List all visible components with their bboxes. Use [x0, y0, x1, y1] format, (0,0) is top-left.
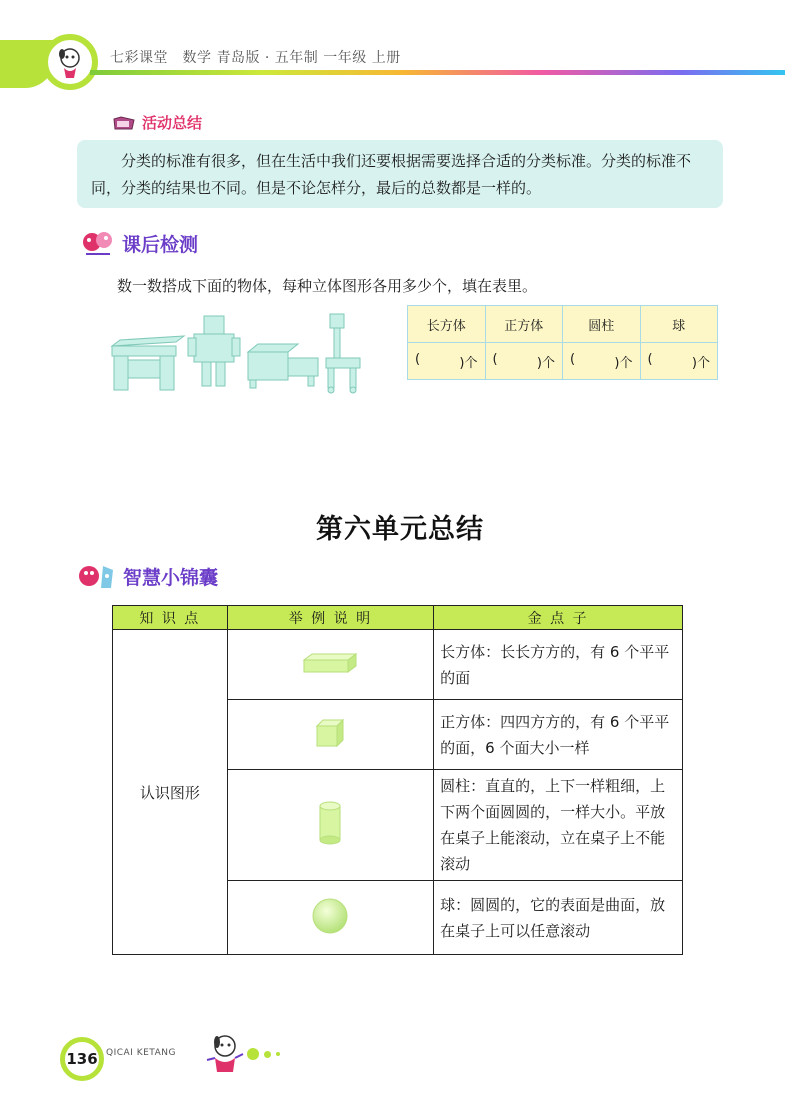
shape-count-table [407, 305, 718, 380]
example-cylinder [227, 770, 433, 881]
footer-mascot-icon [203, 1030, 247, 1080]
mascot-pair-icon [80, 228, 116, 258]
example-sphere [227, 881, 433, 955]
folder-icon [112, 115, 136, 131]
header-rainbow-bar [90, 70, 785, 75]
header-title: 七彩课堂 数学 青岛版 · 五年制 一年级 上册 [110, 50, 401, 66]
mascot-icon [42, 34, 98, 90]
answer-cell-sphere[interactable]: ( )个 [640, 343, 718, 380]
activity-summary-box [77, 140, 723, 208]
answer-cell-cube[interactable]: ( )个 [485, 343, 563, 380]
knowledge-point-cell: 认识图形 [113, 630, 228, 955]
answer-cell-cylinder[interactable]: ( )个 [563, 343, 641, 380]
sphere-icon [311, 897, 349, 935]
header-golden-tips: 金 点 子 [434, 606, 683, 630]
header-knowledge-point: 知 识 点 [113, 606, 228, 630]
table-row [113, 630, 683, 700]
tip-sphere: 球：圆圆的，它的表面是曲面，放在桌子上可以任意滚动 [434, 881, 683, 955]
example-cube [227, 700, 433, 770]
cuboid-icon [302, 652, 358, 674]
activity-summary-heading [112, 112, 202, 133]
after-class-instruction: 数一数搭成下面的物体，每种立体图形各用多少个，填在表里。 [117, 277, 538, 295]
tip-cylinder: 圆柱：直直的，上下一样粗细，上下两个面圆圆的，一样大小。平放在桌子上能滚动，立在桌子上不能滚动 [434, 770, 683, 881]
table-header-row [113, 606, 683, 630]
block-objects-illustration [108, 312, 378, 396]
after-class-heading [80, 228, 198, 258]
table-header-cell: 长方体 [408, 306, 486, 343]
cylinder-icon [318, 801, 342, 845]
table-header-cell: 圆柱 [563, 306, 641, 343]
wisdom-heading [77, 560, 218, 592]
example-cuboid [227, 630, 433, 700]
activity-summary-text: 分类的标准有很多，但在生活中我们还要根据需要选择合适的分类标准。分类的标准不同，分类的结果也不同。但是不论怎样分，最后的总数都是一样的。 [91, 152, 692, 197]
table-row [408, 343, 718, 380]
after-class-title: 课后检测 [122, 233, 199, 256]
knowledge-table [112, 605, 683, 955]
activity-summary-title: 活动总结 [142, 114, 203, 132]
table-header-cell: 球 [640, 306, 718, 343]
table-row [408, 306, 718, 343]
footer-dots [247, 1048, 280, 1060]
cube-icon [315, 718, 345, 748]
wisdom-title: 智慧小锦囊 [123, 566, 219, 589]
tip-cuboid: 长方体：长长方方的，有 6 个平平的面 [434, 630, 683, 700]
page-number: 136 [60, 1037, 104, 1081]
header-examples: 举 例 说 明 [227, 606, 433, 630]
answer-cell-cuboid[interactable]: ( )个 [408, 343, 486, 380]
page-header [0, 0, 800, 110]
mascot-pair-icon [77, 560, 117, 592]
tip-cube: 正方体：四四方方的，有 6 个平平的面，6 个面大小一样 [434, 700, 683, 770]
unit-summary-title: 第六单元总结 [316, 514, 484, 545]
table-header-cell: 正方体 [485, 306, 563, 343]
footer-brand: QICAI KETANG [106, 1048, 176, 1058]
